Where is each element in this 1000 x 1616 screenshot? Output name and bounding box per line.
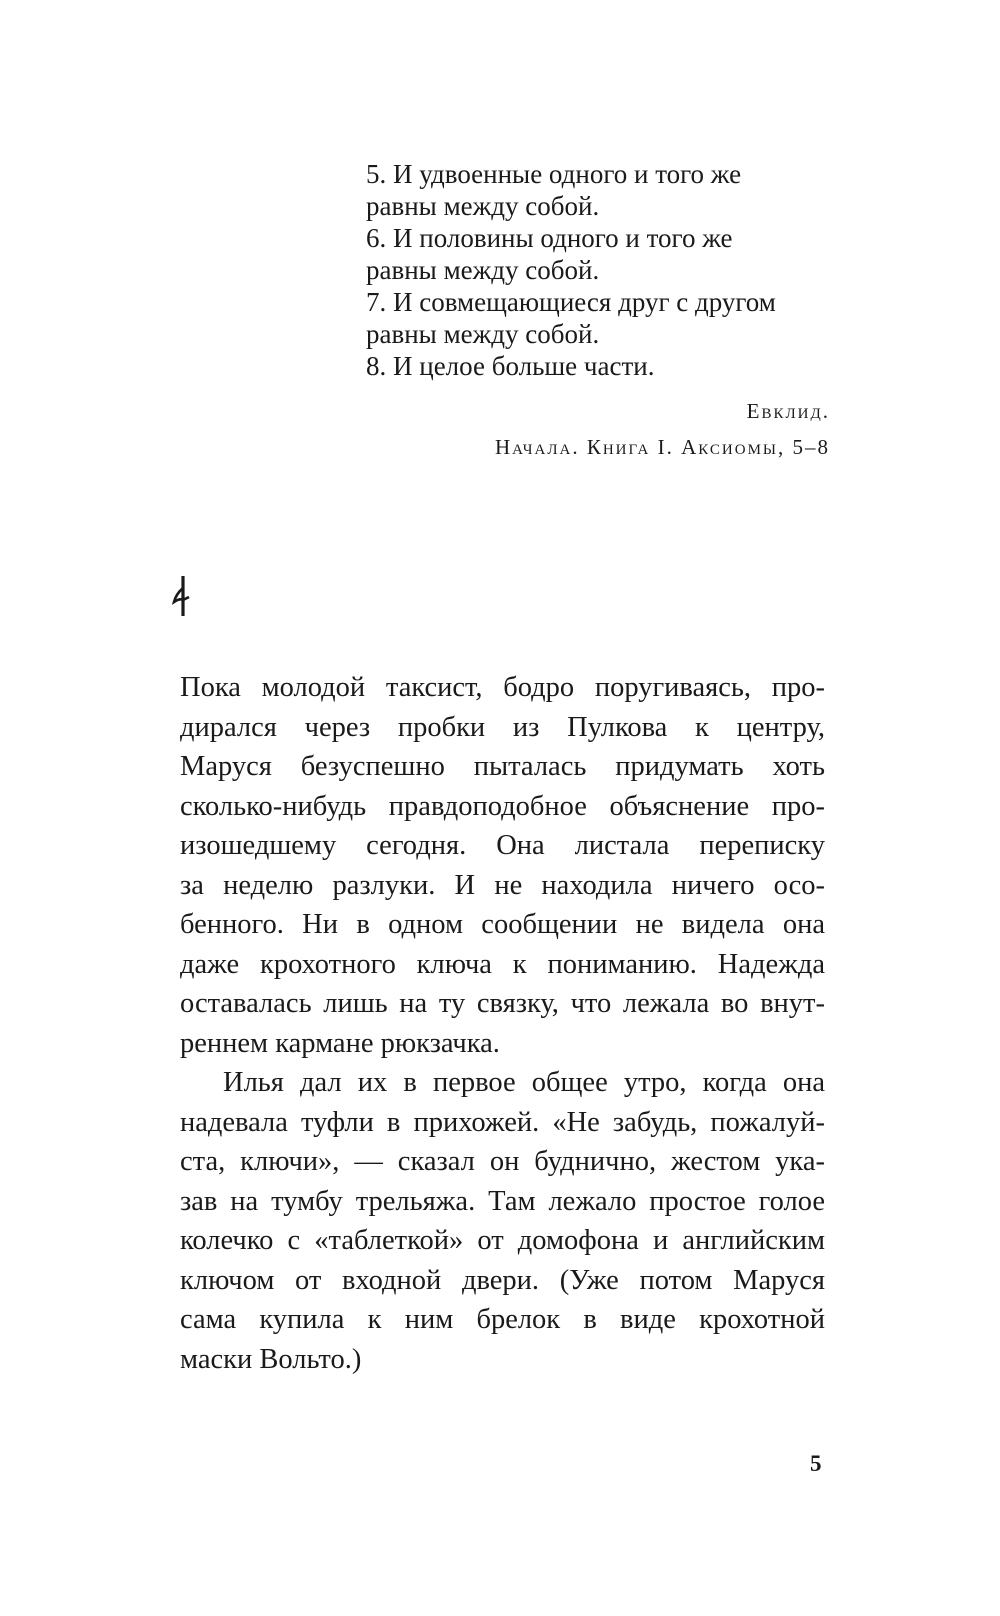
epigraph-attribution	[495, 393, 830, 465]
epigraph-line: равны между собой.	[366, 255, 600, 285]
epigraph-line: равны между собой.	[366, 319, 600, 349]
epigraph-source	[495, 429, 830, 465]
text-line: оставалась лишь на ту связку, что лежала во внут-	[180, 988, 825, 1019]
text-line: ста, ключи», — сказал он буднично, жестом ука-	[180, 1146, 825, 1177]
epigraph	[366, 158, 826, 382]
text-line: сама купила к ним брелок в виде крохотной	[180, 1304, 825, 1335]
paragraph-1	[180, 668, 825, 1063]
chapter-number-text	[172, 574, 173, 575]
text-line: ключом от входной двери. (Уже потом Маруся	[180, 1264, 825, 1296]
text-line: изошедшему сегодня. Она листала переписку	[180, 830, 825, 861]
text-line: надевала туфли в прихожей. «Не забудь, пожалуй-	[180, 1106, 825, 1138]
epigraph-source-text: Начала. Книга I. Аксиомы, 5–8	[495, 435, 830, 459]
chapter-body	[180, 668, 825, 1379]
text-line: сколько-нибудь правдоподобное объяснение про-	[180, 790, 825, 822]
chapter-number-glyph	[172, 574, 192, 618]
text-line: дирался через пробки из Пулкова к центру,	[180, 711, 825, 743]
epigraph-line: 7. И совмещающиеся друг с другом	[366, 287, 776, 317]
text-line: бенного. Ни в одном сообщении не видела она	[180, 909, 825, 940]
epigraph-line: равны между собой.	[366, 191, 600, 221]
text-line: колечко с «таблеткой» от домофона и английским	[180, 1225, 825, 1256]
chapter-number	[172, 574, 192, 618]
epigraph-author-text: Евклид.	[746, 399, 830, 423]
text-line: даже крохотного ключа к пониманию. Надежда	[180, 948, 825, 980]
epigraph-line: 6. И половины одного и того же	[366, 223, 733, 253]
text-line: маски Вольто.)	[180, 1343, 362, 1375]
text-line: реннем кармане рюкзачка.	[180, 1027, 500, 1059]
epigraph-author	[495, 393, 830, 429]
text-line: Пока молодой таксист, бодро поругиваясь, про-	[180, 672, 825, 703]
page-number: 5	[810, 1451, 822, 1476]
text-line: Маруся безуспешно пыталась придумать хоть	[180, 751, 825, 782]
epigraph-line: 5. И удвоенные одного и того же	[366, 159, 742, 189]
text-line: зав на тумбу трельяжа. Там лежало простое голое	[180, 1185, 825, 1217]
text-line: Илья дал их в первое общее утро, когда она	[223, 1067, 825, 1098]
paragraph-2	[180, 1063, 825, 1379]
text-line: за неделю разлуки. И не находила ничего осо-	[180, 869, 825, 901]
epigraph-line: 8. И целое больше части.	[366, 351, 655, 381]
